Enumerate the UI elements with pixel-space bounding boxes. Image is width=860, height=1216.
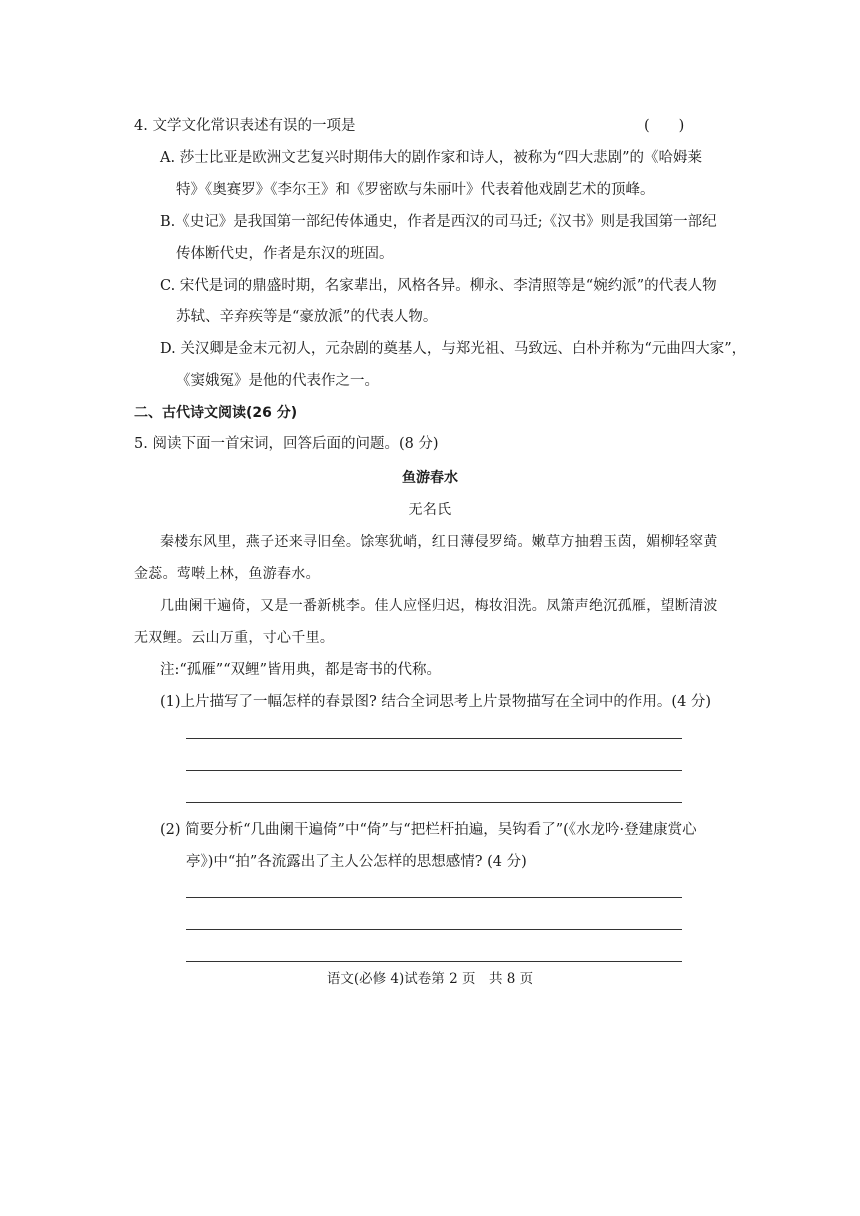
poem-line-1: 秦楼东风里，燕子还来寻旧垒。馀寒犹峭，红日薄侵罗绮。嫩草方抽碧玉茵，媚柳轻窣黄	[160, 534, 718, 550]
section-heading: 二、古代诗文阅读(26 分)	[134, 405, 298, 421]
option-a-line-1: A. 莎士比亚是欧洲文艺复兴时期伟大的剧作家和诗人，被称为“四大悲剧”的《哈姆莱	[160, 150, 703, 166]
answer-line[interactable]	[186, 770, 682, 771]
poem-line-3: 几曲阑干遍倚，又是一番新桃李。佳人应怪归迟，梅妆泪洗。凤箫声绝沉孤雁，望断清波	[160, 598, 718, 614]
answer-parentheses: ( )	[644, 118, 685, 134]
option-d-line-1: D. 关汉卿是金末元初人，元杂剧的奠基人，与郑光祖、马致远、白朴并称为“元曲四大家”，	[160, 341, 747, 357]
option-d-line-2: 《窦娥冤》是他的代表作之一。	[176, 373, 379, 389]
question-4-stem: 4. 文学文化常识表述有误的一项是	[134, 118, 356, 134]
answer-line[interactable]	[186, 961, 682, 962]
option-b-line-2: 传体断代史，作者是东汉的班固。	[176, 246, 394, 262]
answer-line[interactable]	[186, 929, 682, 930]
poem-author: 无名氏	[408, 502, 452, 518]
subquestion-2-line-1: (2) 简要分析“几曲阑干遍倚”中“倚”与“把栏杆拍遍，吴钩看了”(《水龙吟·登建康赏心	[160, 822, 697, 838]
poem-note: 注:“孤雁”“双鲤”皆用典，都是寄书的代称。	[160, 662, 442, 678]
subquestion-1: (1)上片描写了一幅怎样的春景图? 结合全词思考上片景物描写在全词中的作用。(4 分)	[160, 694, 712, 710]
option-a-line-2: 特》《奥赛罗》《李尔王》和《罗密欧与朱丽叶》代表着他戏剧艺术的顶峰。	[176, 182, 655, 198]
poem-line-4: 无双鲤。云山万重，寸心千里。	[134, 630, 335, 646]
poem-line-2: 金蕊。莺啭上林，鱼游春水。	[134, 566, 320, 582]
subquestion-2-line-2: 亭》)中“拍”各流露出了主人公怎样的思想感情? (4 分)	[186, 854, 527, 870]
option-c-line-2: 苏轼、辛弃疾等是“豪放派”的代表人物。	[176, 309, 438, 325]
question-5-stem: 5. 阅读下面一首宋词，回答后面的问题。(8 分)	[134, 436, 439, 452]
answer-line[interactable]	[186, 738, 682, 739]
option-c-line-1: C. 宋代是词的鼎盛时期，名家辈出，风格各异。柳永、李清照等是“婉约派”的代表人物	[160, 278, 717, 294]
page-footer: 语文(必修 4)试卷第 2 页 共 8 页	[326, 971, 534, 987]
option-b-line-1: B.《史记》是我国第一部纪传体通史，作者是西汉的司马迁;《汉书》则是我国第一部纪	[160, 214, 717, 230]
answer-line[interactable]	[186, 802, 682, 803]
answer-line[interactable]	[186, 897, 682, 898]
poem-title: 鱼游春水	[402, 470, 458, 486]
